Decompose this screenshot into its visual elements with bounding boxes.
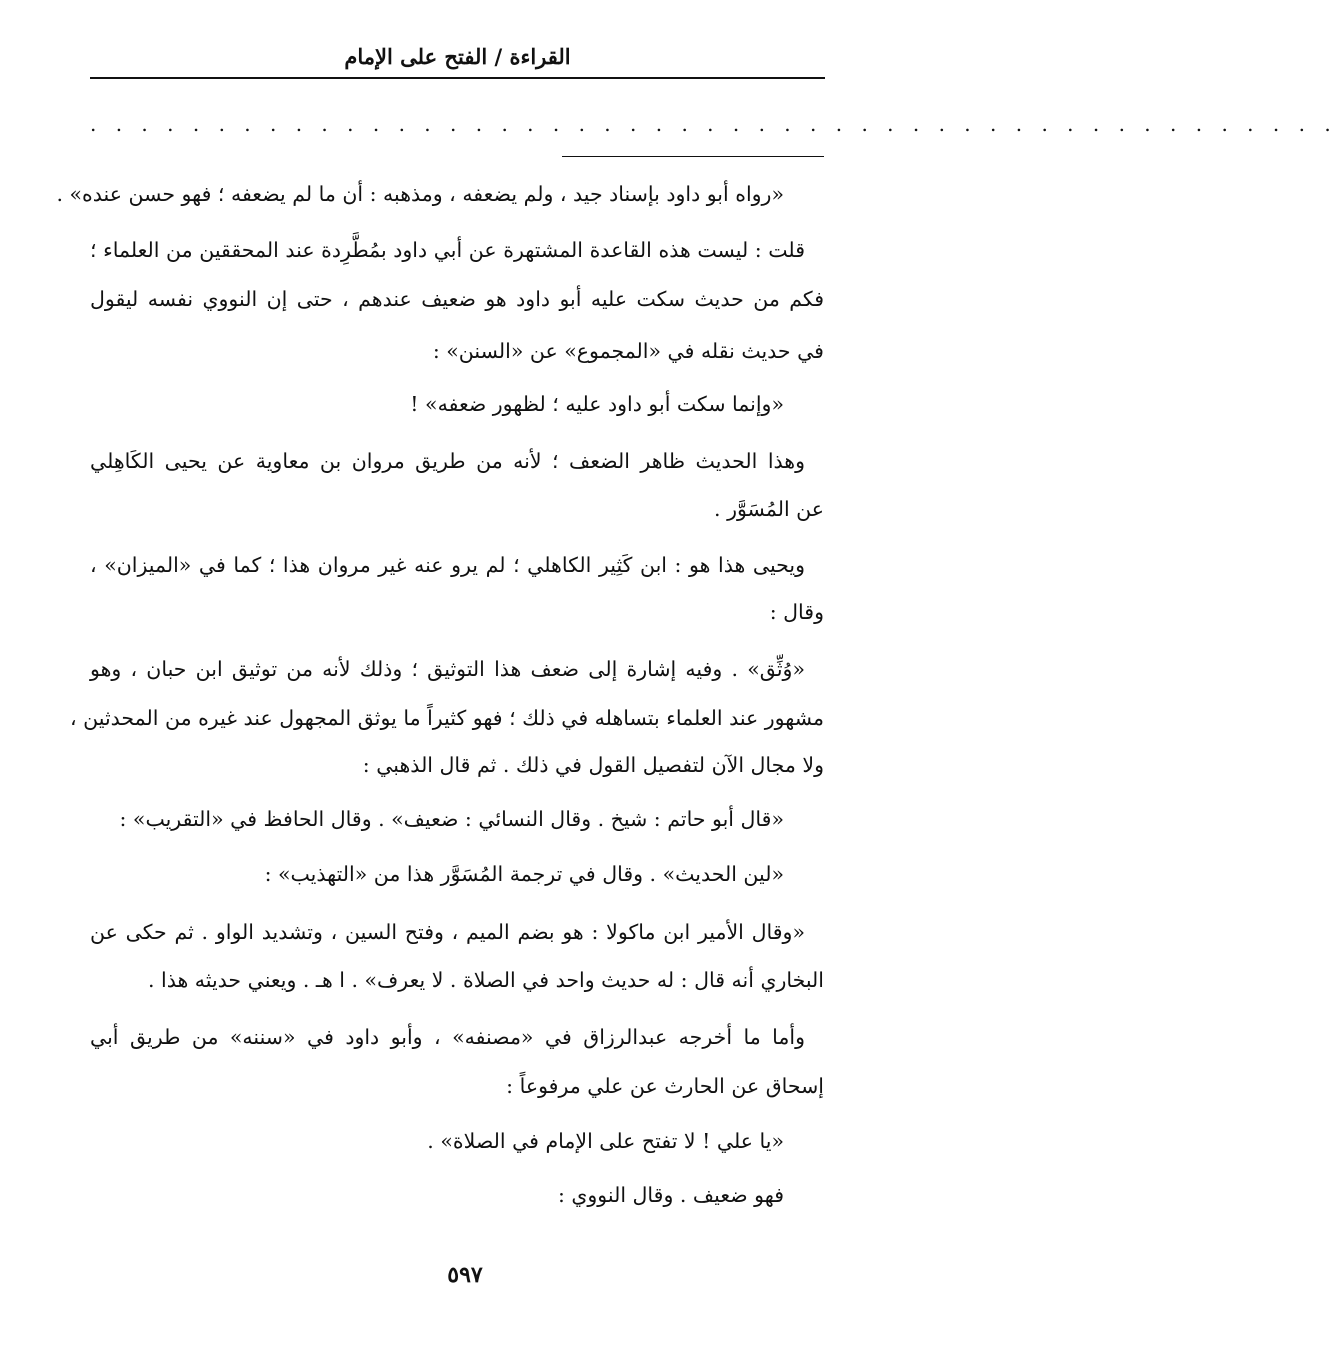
text-line: «وقال الأمير ابن ماكولا : هو بضم الميم ، وفتح السين ، وتشديد الواو . ثم حكى عن [90,920,805,944]
text-line: «يا علي ! لا تفتح على الإمام في الصلاة» . [427,1129,784,1153]
header-rule [90,77,825,79]
text-line: قلت : ليست هذه القاعدة المشتهرة عن أبي داود بمُطَّرِدة عند المحققين من العلماء ؛ [90,238,805,262]
text-line: «وإنما سكت أبو داود عليه ؛ لظهور ضعفه» ! [410,392,784,416]
text-line: مشهور عند العلماء بتساهله في ذلك ؛ فهو كثيراً ما يوثق المجهول عند غيره من المحدثين ، [70,706,824,730]
text-line: «لين الحديث» . وقال في ترجمة المُسَوَّر هذا من «التهذيب» : [264,862,784,886]
text-line: فهو ضعيف . وقال النووي : [557,1183,784,1207]
page-number: ٥٩٧ [447,1262,483,1288]
text-line: وأما ما أخرجه عبدالرزاق في «مصنفه» ، وأبو داود في «سننه» من طريق أبي [90,1025,805,1049]
text-line: ويحيى هذا هو : ابن كَثِير الكاهلي ؛ لم يرو عنه غير مروان هذا ؛ كما في «الميزان» ، [90,553,805,577]
text-line: «قال أبو حاتم : شيخ . وقال النسائي : ضعيف» . وقال الحافظ في «التقريب» : [119,807,784,831]
running-head: القراءة / الفتح على الإمام [344,44,571,69]
text-line: وقال : [769,600,824,624]
text-line: إسحاق عن الحارث عن علي مرفوعاً : [506,1074,824,1098]
text-line: عن المُسَوَّر . [714,497,824,521]
footnote-dots: . . . . . . . . . . . . . . . . . . . . . . . . . . . . . . . . . . . . . . . . . . . . . . . . . [90,112,1337,136]
text-line: وهذا الحديث ظاهر الضعف ؛ لأنه من طريق مروان بن معاوية عن يحيى الكَاهِلي [90,449,805,473]
footnote-rule [562,156,824,157]
text-line: «رواه أبو داود بإسناد جيد ، ولم يضعفه ، ومذهبه : أن ما لم يضعفه ؛ فهو حسن عنده» . [56,182,784,206]
text-line: في حديث نقله في «المجموع» عن «السنن» : [432,339,824,363]
text-line: ولا مجال الآن لتفصيل القول في ذلك . ثم قال الذهبي : [362,753,824,777]
text-line: فكم من حديث سكت عليه أبو داود هو ضعيف عندهم ، حتى إن النووي نفسه ليقول [90,287,824,311]
text-line: «وُثِّق» . وفيه إشارة إلى ضعف هذا التوثيق ؛ وذلك لأنه من توثيق ابن حبان ، وهو [90,657,805,681]
text-line: البخاري أنه قال : له حديث واحد في الصلاة . لا يعرف» . ا هـ . ويعني حديثه هذا . [147,968,824,992]
